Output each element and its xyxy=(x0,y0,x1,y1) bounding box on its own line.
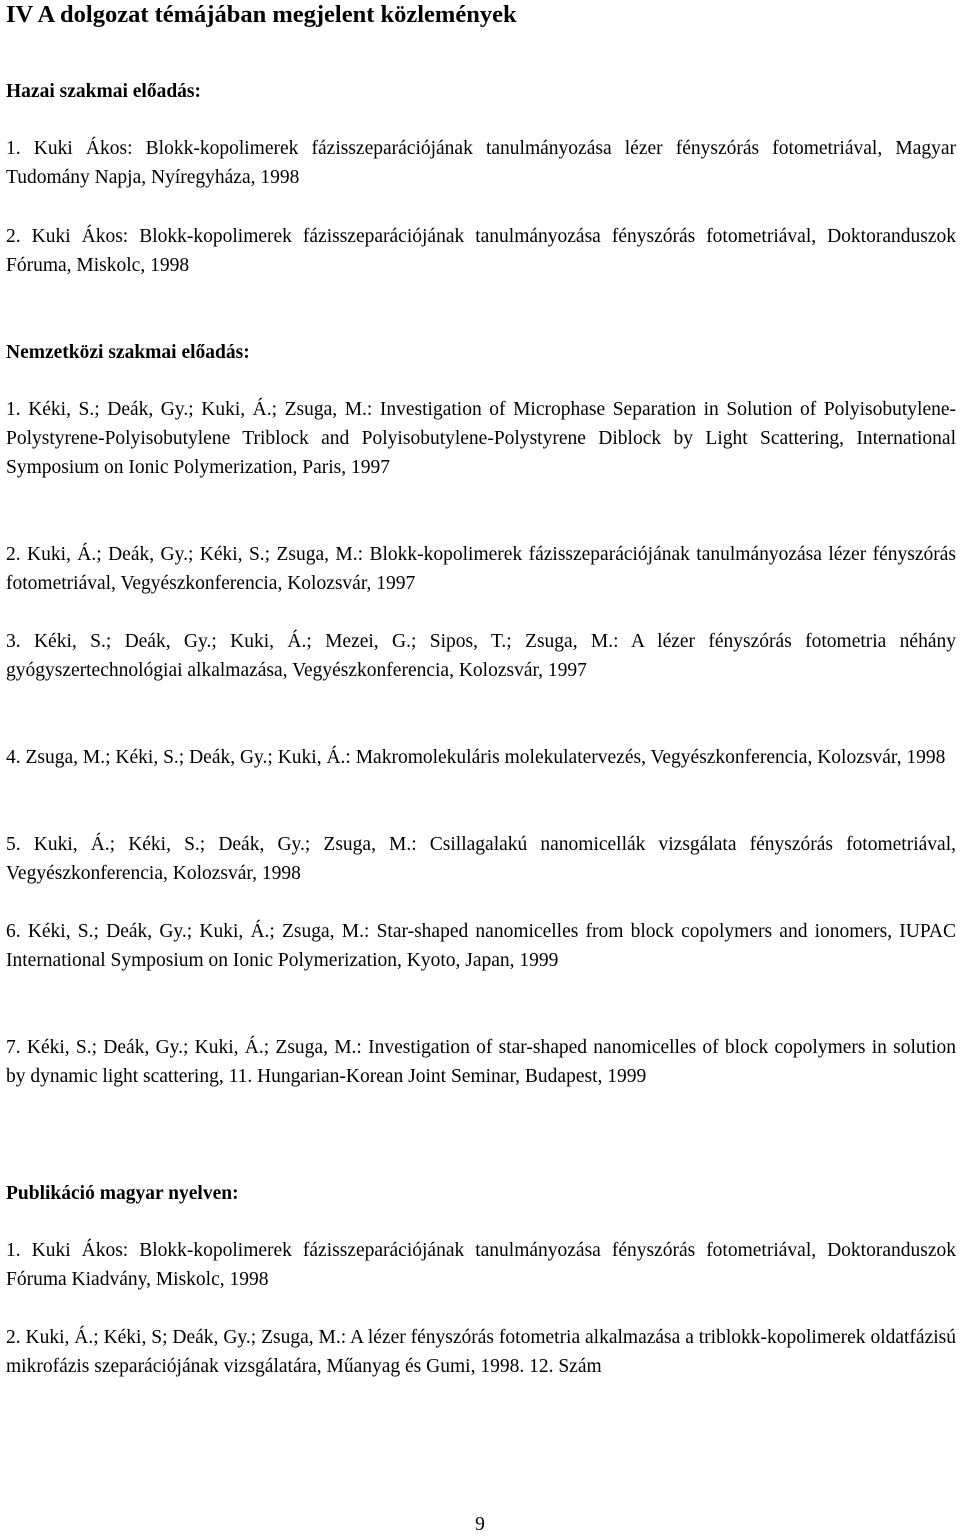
section-heading-domestic-talks: Hazai szakmai előadás: xyxy=(6,81,201,102)
publication-entry: 5. Kuki, Á.; Kéki, S.; Deák, Gy.; Zsuga, M.: Csillagalakú nanomicellák vizsgálata fényszórás fotometriával, Vegyészkonferencia, Kolozsvár, 1998 xyxy=(6,834,956,884)
publication-entry: 2. Kuki Ákos: Blokk-kopolimerek fázisszeparációjának tanulmányozása fényszórás fotometriával, Doktoranduszok Fóruma, Miskolc, 1998 xyxy=(6,226,956,276)
publication-entry: 3. Kéki, S.; Deák, Gy.; Kuki, Á.; Mezei, G.; Sipos, T.; Zsuga, M.: A lézer fényszórás fotometria néhány gyógyszertechnológiai alkalmazása, Vegyészkonferencia, Kolozsvár, 1997 xyxy=(6,631,956,681)
publication-entry: 2. Kuki, Á.; Kéki, S; Deák, Gy.; Zsuga, M.: A lézer fényszórás fotometria alkalmazása a triblokk-kopolimerek oldatfázisú mikrofázis szeparációjának vizsgálatára, Műanyag és Gumi, 1998. 12. Szám xyxy=(6,1327,956,1377)
section-heading-hungarian-publications: Publikáció magyar nyelven: xyxy=(6,1183,239,1204)
publication-entry: 6. Kéki, S.; Deák, Gy.; Kuki, Á.; Zsuga, M.: Star-shaped nanomicelles from block copolymers and ionomers, IUPAC International Symposium on Ionic Polymerization, Kyoto, Japan, 1999 xyxy=(6,921,956,971)
publication-entry: 2. Kuki, Á.; Deák, Gy.; Kéki, S.; Zsuga, M.: Blokk-kopolimerek fázisszeparációjának tanulmányozása lézer fényszórás fotometriával, Vegyészkonferencia, Kolozsvár, 1997 xyxy=(6,544,956,594)
publication-entry: 1. Kuki Ákos: Blokk-kopolimerek fázisszeparációjának tanulmányozása lézer fényszórás fotometriával, Magyar Tudomány Napja, Nyíregyháza, 1998 xyxy=(6,138,956,188)
page-number: 9 xyxy=(475,1514,485,1535)
publication-entry: 7. Kéki, S.; Deák, Gy.; Kuki, Á.; Zsuga, M.: Investigation of star-shaped nanomicelles of block copolymers in solution by dynamic light scattering, 11. Hungarian-Korean Joint Seminar, Budapest, 1999 xyxy=(6,1037,956,1087)
section-heading-international-talks: Nemzetközi szakmai előadás: xyxy=(6,342,250,363)
document-title: IV A dolgozat témájában megjelent közlemények xyxy=(6,1,517,28)
publication-entry: 1. Kuki Ákos: Blokk-kopolimerek fázisszeparációjának tanulmányozása fényszórás fotometriával, Doktoranduszok Fóruma Kiadvány, Miskolc, 1998 xyxy=(6,1240,956,1290)
publication-entry: 4. Zsuga, M.; Kéki, S.; Deák, Gy.; Kuki, Á.: Makromolekuláris molekulatervezés, Vegyészkonferencia, Kolozsvár, 1998 xyxy=(6,747,946,768)
publication-entry: 1. Kéki, S.; Deák, Gy.; Kuki, Á.; Zsuga, M.: Investigation of Microphase Separation in Solution of Polyisobutylene-Polystyrene-Polyisobutylene Triblock and Polyisobutylene-Polystyrene Diblock by Light Scattering, International Symposium on Ionic Polymerization, Paris, 1997 xyxy=(6,399,956,478)
